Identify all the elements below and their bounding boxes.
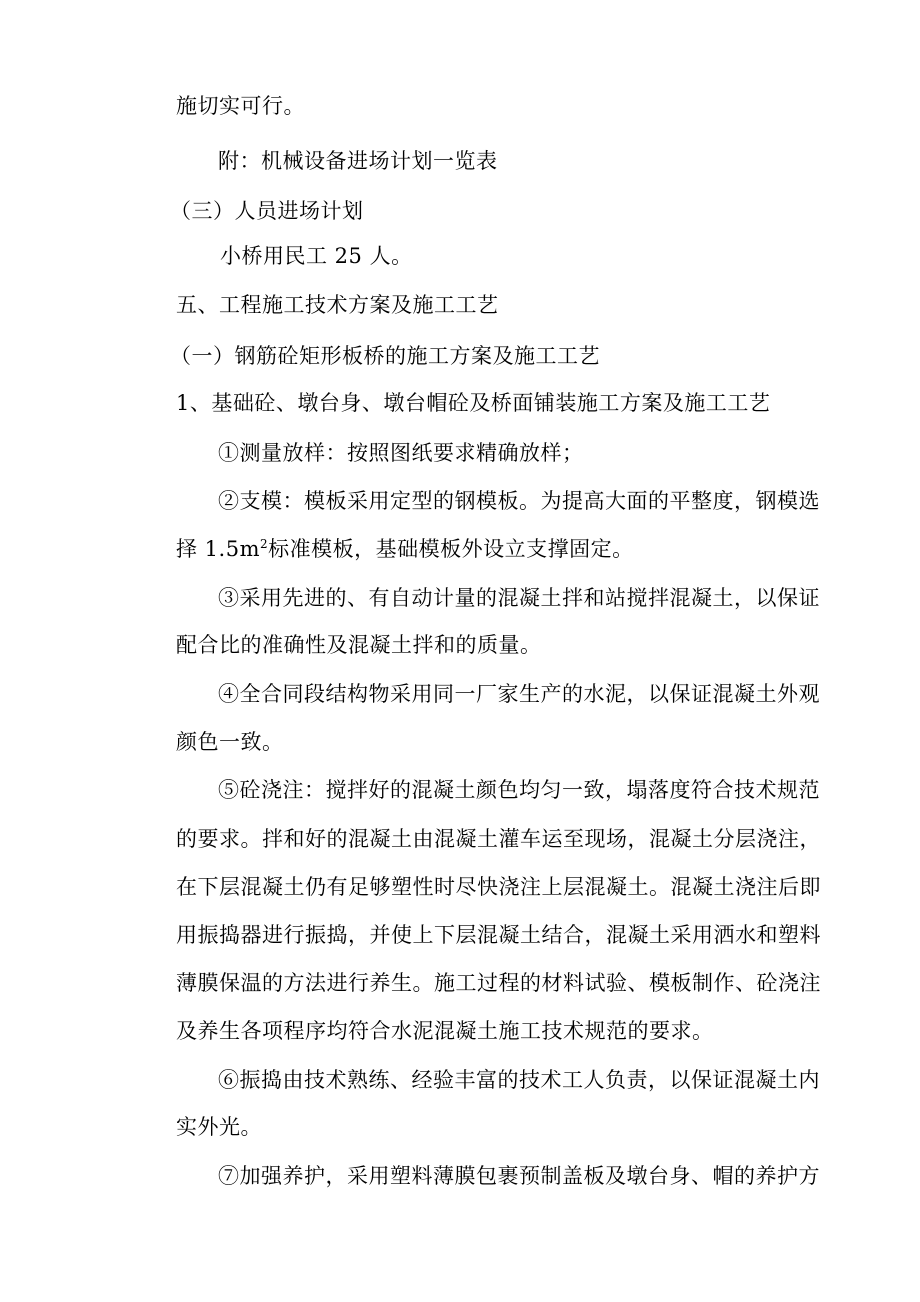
- paragraph-line: 用振捣器进行振捣，并使上下层混凝土结合，混凝土采用洒水和塑料: [176, 923, 821, 947]
- paragraph-line: ⑤砼浇注：搅拌好的混凝土颜色均匀一致，塌落度符合技术规范: [218, 778, 820, 802]
- paragraph-line: 小桥用民工 25 人。: [220, 244, 413, 268]
- paragraph-line: [176, 536, 634, 562]
- paragraph-line: ①测量放样：按照图纸要求精确放样；: [218, 441, 584, 465]
- paragraph-line: 在下层混凝土仍有足够塑性时尽快浇注上层混凝土。混凝土浇注后即: [176, 875, 821, 899]
- paragraph-line: 实外光。: [176, 1115, 262, 1139]
- paragraph-line: 颜色一致。: [176, 730, 284, 754]
- superscript: 2: [260, 537, 269, 551]
- paragraph-line: 薄膜保温的方法进行养生。施工过程的材料试验、模板制作、砼浇注: [176, 971, 821, 995]
- section-heading: （三）人员进场计划: [170, 199, 364, 223]
- paragraph-line: 的要求。拌和好的混凝土由混凝土灌车运至现场，混凝土分层浇注，: [176, 827, 821, 851]
- area-value: 择 1.5m: [176, 537, 260, 561]
- paragraph-line: ⑦加强养护，采用塑料薄膜包裹预制盖板及墩台身、帽的养护方: [218, 1164, 820, 1188]
- paragraph-line: ④全合同段结构物采用同一厂家生产的水泥，以保证混凝土外观: [218, 682, 820, 706]
- paragraph-line: ②支模：模板采用定型的钢模板。为提高大面的平整度，钢模选: [218, 489, 820, 513]
- paragraph-line: 施切实可行。: [176, 94, 305, 118]
- paragraph-line: 配合比的准确性及混凝土拌和的质量。: [176, 633, 542, 657]
- section-heading: 1、基础砼、墩台身、墩台帽砼及桥面铺装施工方案及施工工艺: [176, 391, 771, 415]
- paragraph-line: ⑥振捣由技术熟练、经验丰富的技术工人负责，以保证混凝土内: [218, 1068, 820, 1092]
- paragraph-line: ③采用先进的、有自动计量的混凝土拌和站搅拌混凝土，以保证: [218, 586, 820, 610]
- section-heading: （一）钢筋砼矩形板桥的施工方案及施工工艺: [170, 344, 600, 368]
- paragraph-text: 标准模板，基础模板外设立支撑固定。: [268, 537, 634, 561]
- section-heading: 五、工程施工技术方案及施工工艺: [176, 293, 499, 317]
- paragraph-line: 及养生各项程序均符合水泥混凝土施工技术规范的要求。: [176, 1019, 714, 1043]
- paragraph-line: 附：机械设备进场计划一览表: [218, 149, 498, 173]
